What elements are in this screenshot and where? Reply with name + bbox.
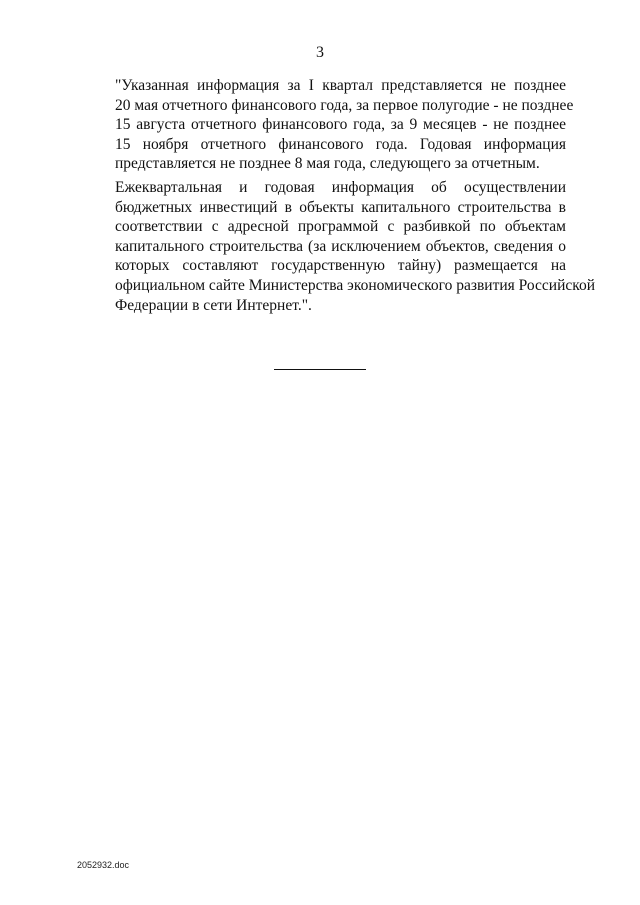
text-line: бюджетных инвестиций в объекты капитального строительства в [115,198,566,216]
footer-file-name: 2052932.doc [77,860,130,870]
paragraph-reporting-deadlines [77,76,574,174]
end-separator-line [274,369,366,370]
text-line: 15 августа отчетного финансового года, за 9 месяцев - не позднее [115,116,566,134]
text-line: "Указанная информация за I квартал представляется не позднее [115,77,566,94]
text-line: соответствии с адресной программой с разбивкой по объектам [115,218,566,236]
text-line: 15 ноября отчетного финансового года. Годовая информация [115,135,566,153]
document-body [77,76,596,319]
text-line: Федерации в сети Интернет.". [115,296,312,314]
text-line: 20 мая отчетного финансового года, за первое полугодие - не позднее [115,96,574,114]
text-line: Ежеквартальная и годовая информация об осуществлении [115,178,566,196]
text-line: официальном сайте Министерства экономического развития Российской [115,276,596,294]
text-line: которых составляют государственную тайну) размещается на [115,257,566,275]
text-line: представляется не позднее 8 мая года, следующего за отчетным. [115,155,540,173]
paragraph-publication [77,178,596,315]
page-number: 3 [316,44,324,61]
text-line: капитального строительства (за исключением объектов, сведения о [115,237,566,255]
